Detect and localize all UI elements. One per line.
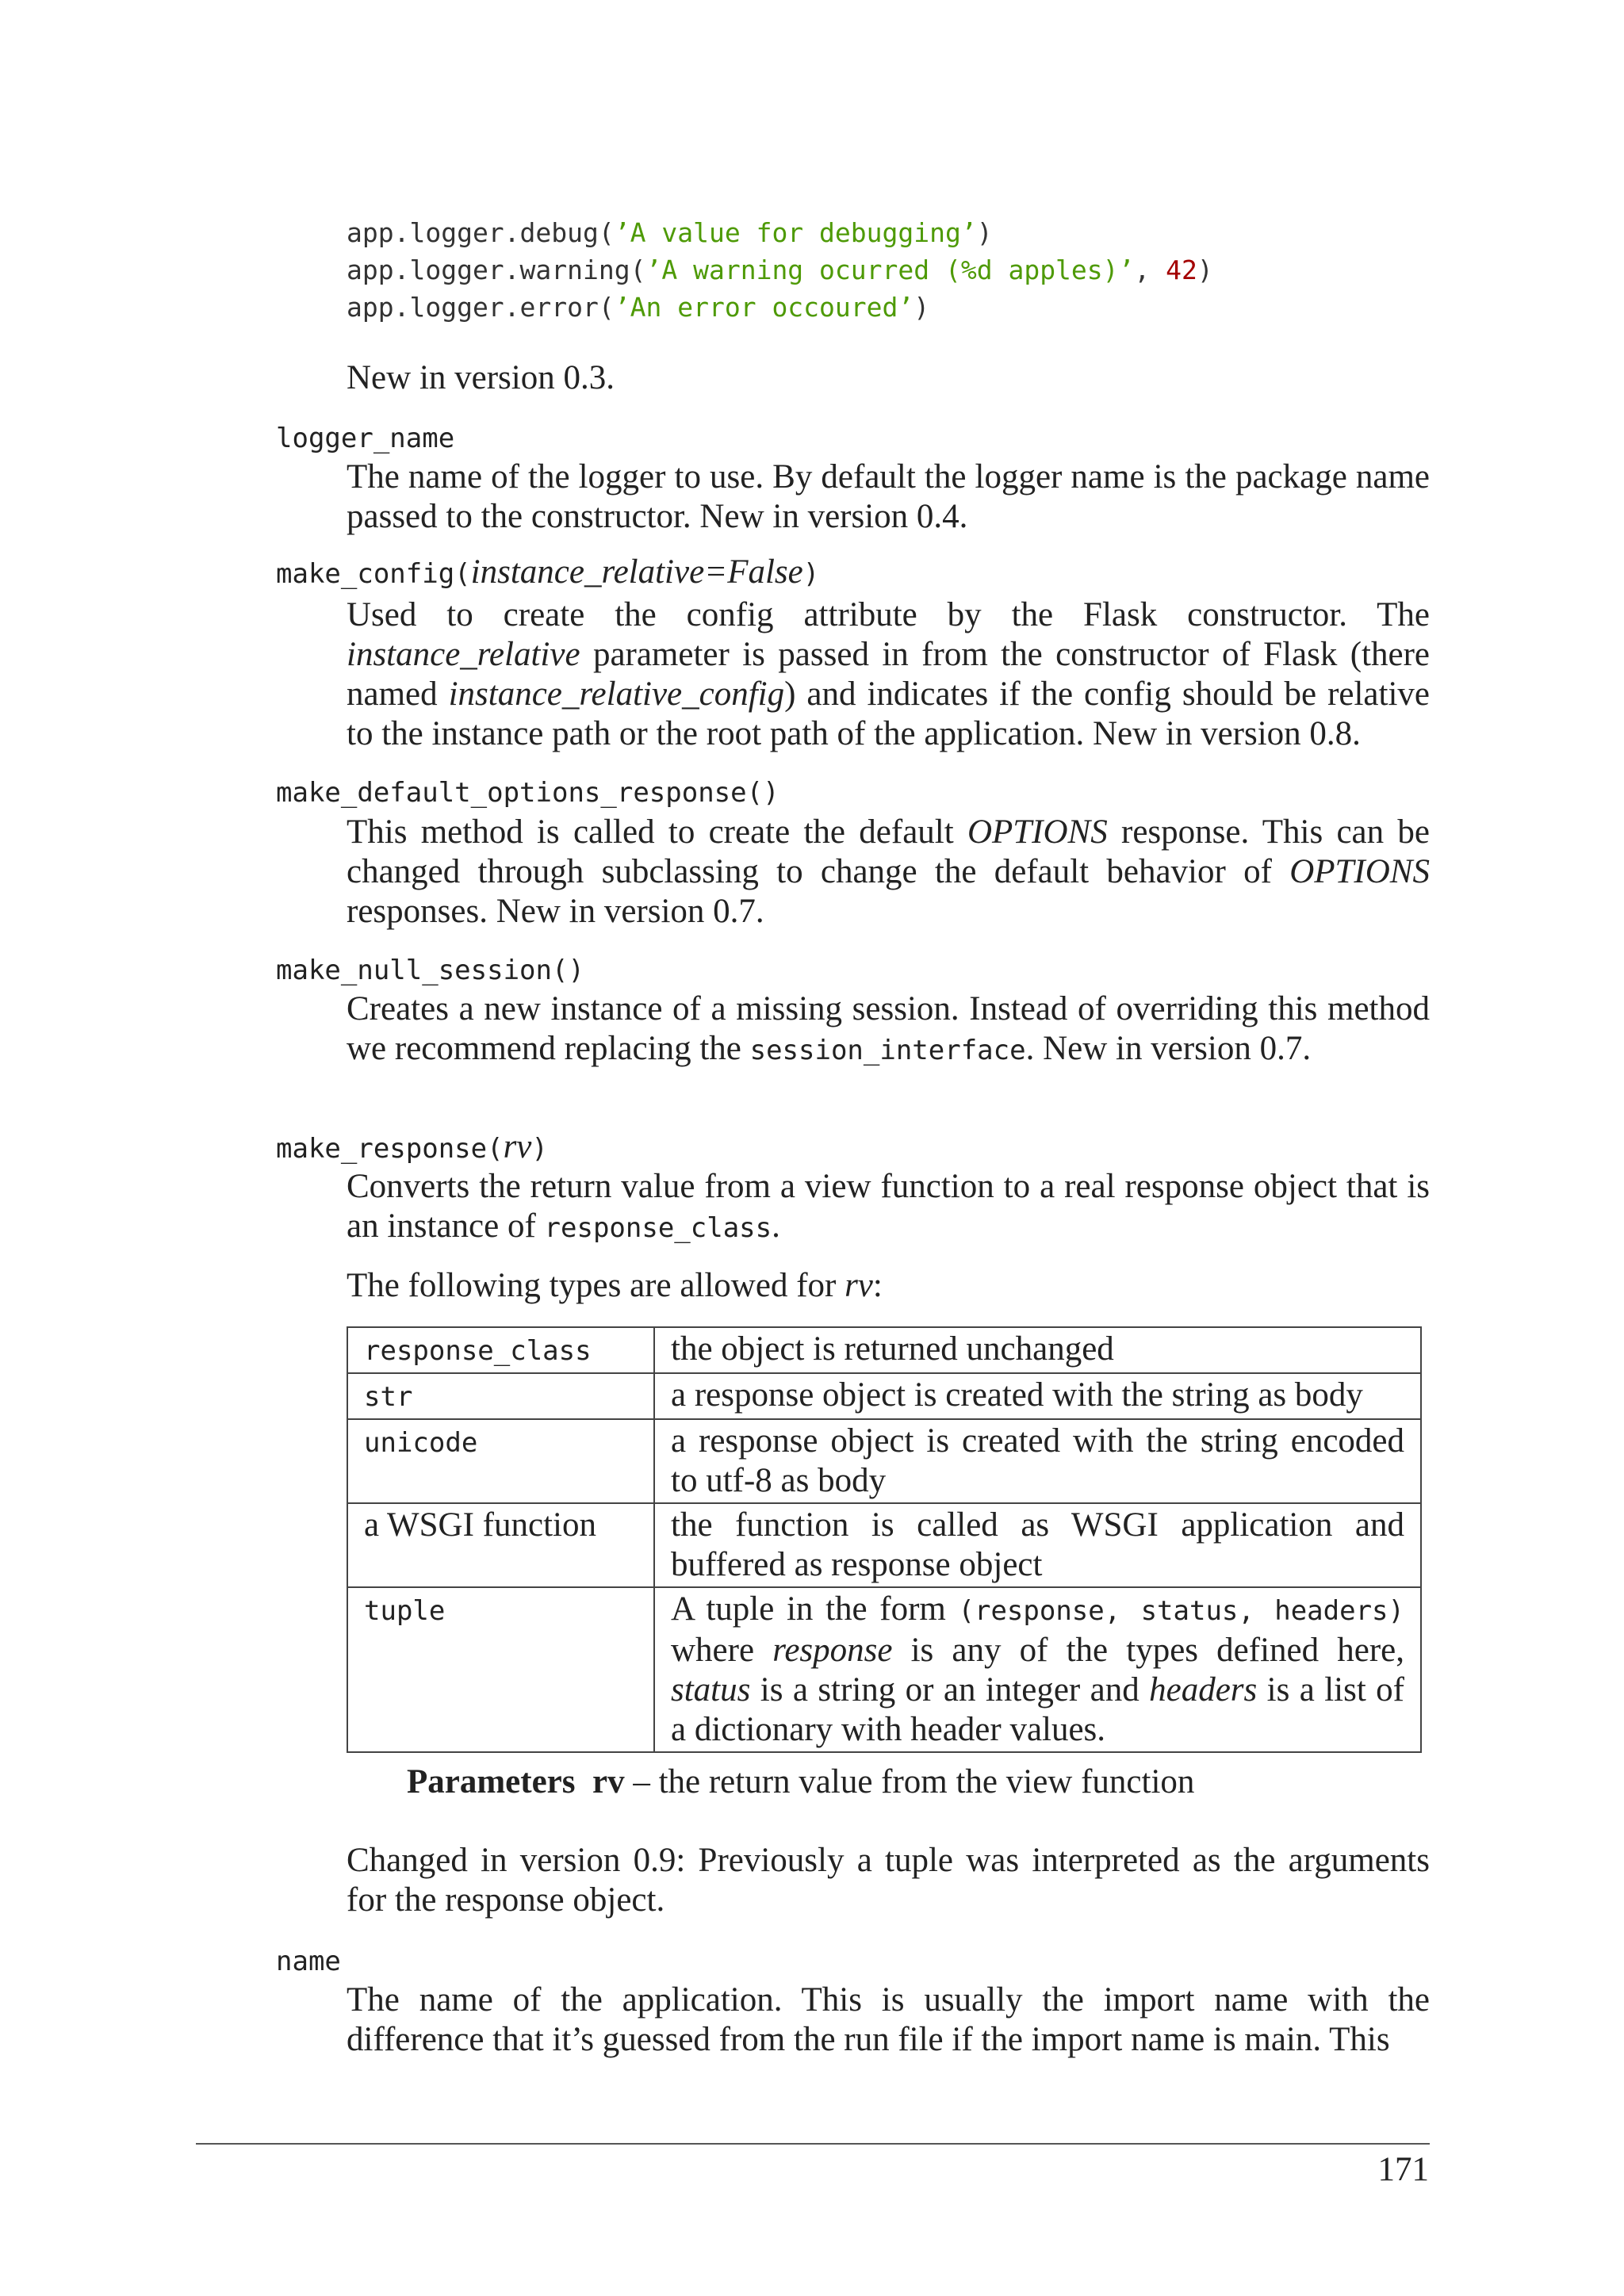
desc-make-null-session: Creates a new instance of a missing session. Instead of overriding this method we recommend replacing the session_interface. New in version 0.7.	[347, 990, 1430, 1067]
code-line: app.logger.error(’An error occoured’)	[347, 292, 930, 323]
table-cell-desc: the function is called as WSGI application and buffered as response object	[654, 1503, 1421, 1587]
changed-note: Changed in version 0.9: Previously a tuple was interpreted as the arguments for the response object.	[347, 1842, 1430, 1919]
code-line: app.logger.warning(’A warning ocurred (%d apples)’, 42)	[347, 254, 1213, 285]
parameters-field: Parameters rv – the return value from the view function	[407, 1763, 1195, 1800]
table-cell-desc: the object is returned unchanged	[654, 1327, 1421, 1373]
term-make-default-options-response: make_default_options_response()	[276, 777, 779, 809]
code-line: app.logger.debug(’A value for debugging’)	[347, 217, 993, 248]
desc-make-default-options-response: This method is called to create the default OPTIONS response. This can be changed through subclassing to change the default behavior of OPTIONS responses. New in version 0.7.	[347, 813, 1430, 930]
table-cell-type: unicode	[347, 1419, 654, 1503]
code-block	[347, 214, 1536, 326]
table-cell-desc: A tuple in the form (response, status, headers) where response is any of the types defined here, status is a string or an integer and headers is a list of a dictionary with header values.	[654, 1587, 1421, 1752]
term-name: name	[276, 1946, 341, 1977]
term-make-response: make_response(rv)	[276, 1128, 548, 1165]
table-row	[347, 1419, 1421, 1503]
footer-rule	[196, 2143, 1430, 2145]
term-make-null-session: make_null_session()	[276, 955, 584, 986]
desc-make-response: Converts the return value from a view function to a real response object that is an instance of response_class.	[347, 1168, 1430, 1245]
table-cell-desc: a response object is created with the string as body	[654, 1373, 1421, 1419]
allowed-types-intro: The following types are allowed for rv:	[347, 1267, 883, 1304]
term-logger-name: logger_name	[276, 423, 455, 454]
table-row	[347, 1503, 1421, 1587]
term-make-config: make_config(instance_relative=False)	[276, 553, 820, 591]
allowed-types-table	[347, 1326, 1422, 1753]
table-cell-type: response_class	[347, 1327, 654, 1373]
page-number: 171	[1377, 2151, 1429, 2188]
table-cell-type: a WSGI function	[347, 1503, 654, 1587]
table-row	[347, 1373, 1421, 1419]
table-cell-type: str	[347, 1373, 654, 1419]
table-row	[347, 1327, 1421, 1373]
table-cell-type: tuple	[347, 1587, 654, 1752]
desc-logger-name: The name of the logger to use. By default the logger name is the package name passed to the constructor. New in version 0.4.	[347, 458, 1430, 535]
version-note: New in version 0.3.	[347, 359, 615, 396]
table-cell-desc: a response object is created with the string encoded to utf-8 as body	[654, 1419, 1421, 1503]
table-row	[347, 1587, 1421, 1752]
desc-name: The name of the application. This is usually the import name with the difference that it’s guessed from the run file if the import name is main. This	[347, 1981, 1430, 2058]
desc-make-config: Used to create the config attribute by the Flask constructor. The instance_relative parameter is passed in from the constructor of Flask (there named instance_relative_config) and indicates if the config should be relative to the instance path or the root path of the application. New in version 0.8.	[347, 596, 1430, 752]
